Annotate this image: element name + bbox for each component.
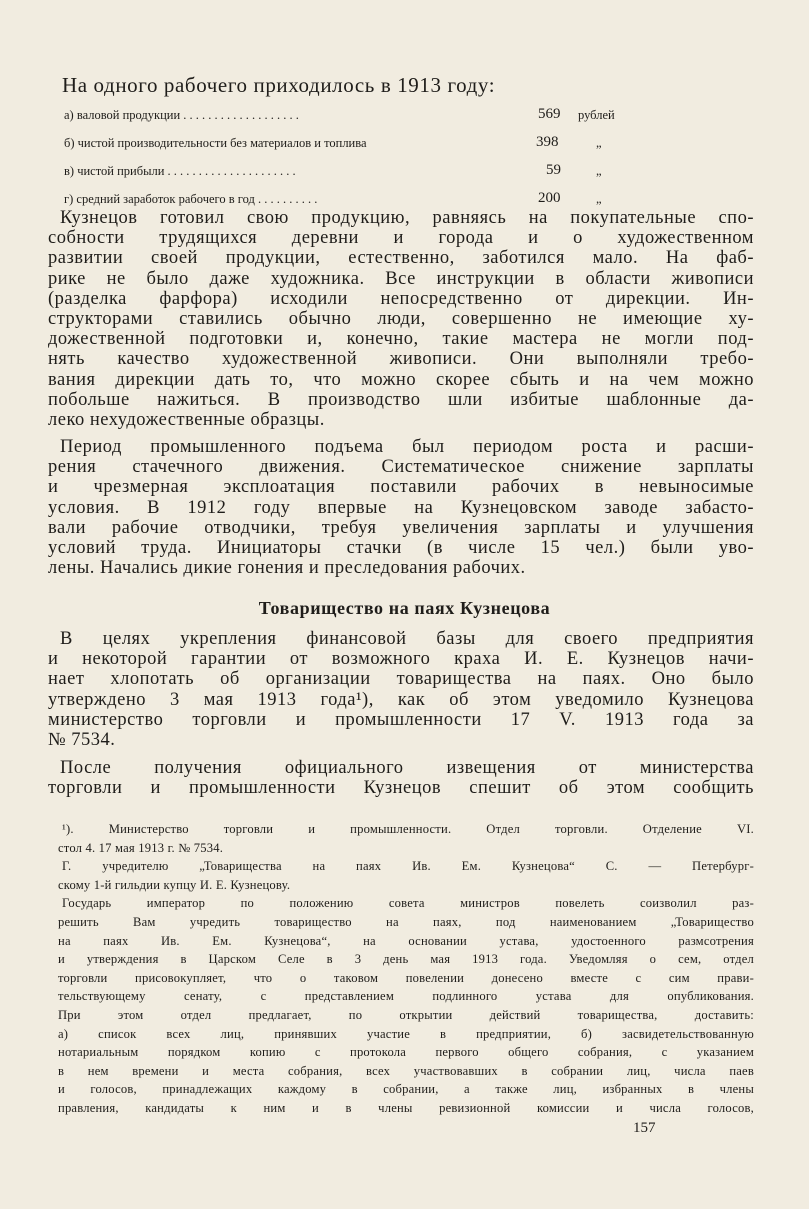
stats-value: 59 [546, 162, 561, 178]
stats-value: 200 [538, 190, 561, 206]
stats-row [0, 130, 809, 158]
text-line: (разделка фарфора) исходили непосредственно от дирекции. Ин- [48, 288, 754, 309]
text-line: № 7534. [48, 729, 116, 750]
stats-label: г) средний заработок рабочего в год . . . . . . . . . . [64, 192, 318, 206]
text-line: торговли и промышленности Кузнецов спешит об этом сообщить [48, 778, 754, 799]
footnote-line: Государь император по положению совета министров повелеть соизволил раз- [62, 896, 754, 911]
text-line: нять качество художественной живописи. Они выполняли требо- [48, 349, 754, 370]
paragraph-partnership [48, 629, 754, 750]
stats-label: б) чистой производительности без материалов и топлива [64, 136, 367, 150]
footnote-line: тельствующему сенату, с представлением подлинного устава для опубликования. [58, 989, 754, 1004]
stats-value: 569 [538, 106, 561, 122]
footnote-line: решить Вам учредить товарищество на паях, под наименованием „Товарищество [58, 914, 754, 929]
text-line: После получения официального извещения от министерства [60, 758, 754, 778]
footnote-line: нотариальным порядком копию с протокола первого общего собрания, с указанием [58, 1045, 754, 1060]
text-line: рения стачечного движения. Систематическое снижение зарплаты [48, 457, 754, 478]
paragraph-production [48, 208, 754, 430]
text-line: лены. Начались дикие гонения и преследования рабочих. [48, 558, 526, 579]
text-line: и некоторой гарантии от возможного краха И. Е. Кузнецов начи- [48, 649, 754, 670]
footnote-line: торговли присовокупляет, что о таковом повелении донесено вместе с сим прави- [58, 970, 754, 985]
text-line: вания дирекции дать то, что можно скорее сбыть и на чем можно [48, 369, 754, 390]
text-line: условия. В 1912 году впервые на Кузнецовском заводе забасто- [48, 497, 754, 518]
text-line: нает хлопотать об организации товарищества на паях. Оно было [48, 669, 754, 690]
text-line: Кузнецов готовил свою продукцию, равняясь на покупательные спо- [60, 208, 754, 228]
paragraph-strike [48, 437, 754, 578]
text-line: министерство торговли и промышленности 17 V. 1913 года за [48, 709, 754, 730]
stats-value: 398 [536, 134, 559, 150]
text-line: вали рабочие отводчики, требуя увеличения зарплаты и улучшения [48, 517, 754, 538]
section-heading: Товарищество на паях Кузнецова [258, 598, 551, 618]
footnote-line: а) список всех лиц, принявших участие в предприятии, б) засвидетельствованную [58, 1026, 754, 1041]
text-line: леко нехудожественные образцы. [48, 409, 325, 430]
text-line: развитии своей продукции, естественно, заботился мало. На фаб- [48, 248, 754, 269]
paragraph-notification [48, 758, 754, 798]
text-line: В целях укрепления финансовой базы для своего предприятия [60, 629, 754, 649]
footnote [58, 820, 754, 1118]
footnote-line: в нем времени и места собрания, всех участвовавших в собрании лиц, числа паев [58, 1063, 754, 1078]
stats-list [0, 102, 809, 214]
text-line: Период промышленного подъема был периодом роста и расши- [60, 437, 754, 457]
text-line: и чрезмерная эксплоатация поставили рабочих в невыносимые [48, 477, 754, 498]
footnote-line: и утверждения в Царском Селе в 3 день мая 1913 года. Уведомляя о сем, отдел [58, 952, 754, 967]
text-line: рике не было даже художника. Все инструкции в области живописи [48, 268, 754, 289]
stats-label: в) чистой прибыли . . . . . . . . . . . . . . . . . . . . . [64, 164, 296, 178]
text-line: утверждено 3 мая 1913 года¹), как об этом уведомило Кузнецова [48, 689, 754, 710]
text-line: дожественной подготовки и, конечно, такие мастера не могли под- [48, 329, 754, 350]
stats-unit: „ [596, 136, 602, 150]
stats-row [0, 102, 809, 130]
stats-intro: На одного рабочего приходилось в 1913 году: [62, 73, 496, 97]
text-line: структорами ставились обычно люди, совершенно не имеющие ху- [48, 308, 754, 329]
stats-label: а) валовой продукции . . . . . . . . . . . . . . . . . . . [64, 108, 299, 122]
text-line: условий труда. Инициаторы стачки (в числе 15 чел.) были уво- [48, 537, 754, 558]
footnote-line: стол 4. 17 мая 1913 г. № 7534. [58, 840, 224, 855]
text-line: побольше нажиться. В производство шли избитые шаблонные да- [48, 389, 754, 410]
footnote-line: Г. учредителю „Товарищества на паях Ив. Ем. Кузнецова“ С. — Петербург- [62, 859, 754, 874]
footnote-line: ¹). Министерство торговли и промышленности. Отдел торговли. Отделение VI. [62, 822, 754, 836]
text-line: собности трудящихся деревни и города и о художественном [48, 228, 754, 249]
stats-unit: „ [596, 192, 602, 206]
page-number: 157 [633, 1120, 656, 1136]
footnote-line: и голосов, принадлежащих каждому в собрании, а также лиц, избранных в члены [58, 1082, 754, 1097]
stats-unit: „ [596, 164, 602, 178]
footnote-line: на паях Ив. Ем. Кузнецова“, на основании устава, удостоенного размсотрения [58, 933, 754, 948]
footnote-line: скому 1-й гильдии купцу И. Е. Кузнецову. [58, 877, 291, 892]
stats-row [0, 158, 809, 186]
footnote-line: При этом отдел предлагает, по открытии действий товарищества, доставить: [58, 1007, 754, 1022]
footnote-line: правления, кандидаты к ним и в члены ревизионной комиссии и числа голосов, [58, 1100, 754, 1115]
stats-unit: рублей [578, 108, 615, 122]
